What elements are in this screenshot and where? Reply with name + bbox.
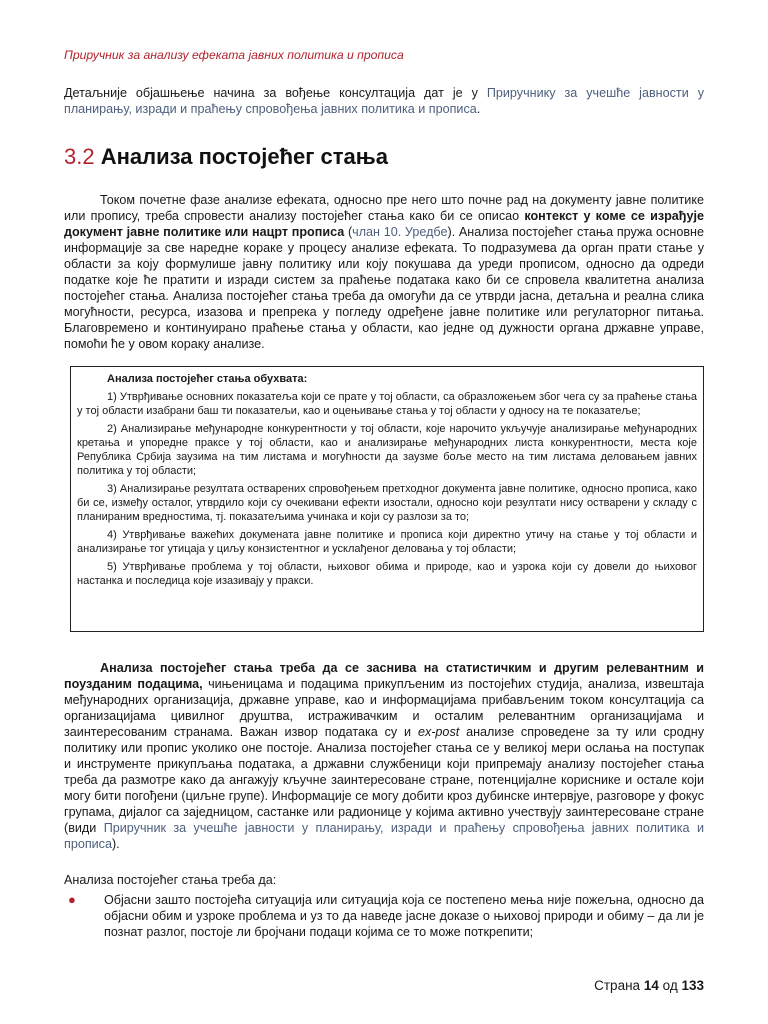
para2-text-a: чињеницама и подацима прикупљеним из постојећих студија, анализа, извештаја међународних организација, државне управе, као и информацијама прибављеним током консултација са организацијама цивилног друштва, истраживачким и осталим релевантним организацијама и заинтересованим странама. Важан извор података су и bbox=[64, 677, 704, 739]
box-item: 5) Утврђивање проблема у тој области, њиховог обима и природе, као и узрока који су довели до њиховог настанка и последица које изазивају у пракси. bbox=[77, 561, 697, 587]
paragraph-context bbox=[64, 192, 704, 352]
box-item: 3) Анализирање резултата остварених спровођењем претходног документа јавне политике, односно прописа, како би се, између осталог, утврдило који су очекивани ефекти изостали, односно који резултати нису остварени у складу с планираним вредностима, тј. показатељима учинака и који су разлози за то; bbox=[77, 483, 697, 523]
para1-bold: контекст у коме се израђује документ јавне политике или нацрт прописа bbox=[64, 209, 704, 239]
paragraph-data-sources bbox=[64, 660, 704, 852]
intro-paragraph bbox=[64, 85, 704, 117]
section-heading bbox=[64, 144, 388, 170]
section-title: Анализа постојећег стања bbox=[100, 144, 388, 169]
running-header: Приручник за анализу ефеката јавних политика и прописа bbox=[64, 48, 404, 62]
page-footer bbox=[594, 978, 704, 993]
handbook-link-2[interactable]: Приручник за учешће јавности у планирању, изради и праћењу спровођења јавних политика и прописа bbox=[64, 821, 704, 851]
footer-of: од bbox=[662, 978, 678, 993]
box-title: Анализа постојећег стања обухвата: bbox=[107, 373, 308, 385]
para1-text-b: ( bbox=[344, 225, 353, 239]
para2-text-c: ). bbox=[111, 837, 120, 851]
box-item: 4) Утврђивање важећих докумената јавне политике и прописа који директно утичу на стање у тој области и анализирање тог утицаја у циљу конзистентног и усклађеног деловања у тој области; bbox=[77, 529, 697, 555]
list-item-text: Објасни зашто постојећа ситуација или ситуација која се постепено мења није пожељна, односно да објасни обим и узроке проблема и уз то да наведе јасне доказе о њиховој природи и обиму – да ли је познат разлог, постоје ли бројчани подаци којима се то може поткрепити; bbox=[104, 893, 704, 939]
document-page bbox=[64, 0, 704, 1024]
intro-end: . bbox=[476, 102, 481, 116]
list-lead: Анализа постојећег стања треба да: bbox=[64, 873, 277, 887]
box-item: 1) Утврђивање основних показатеља који се прате у тој области, са образложењем због чега су за праћење стања у тој области изабрани баш ти показатељи, као и оцењивање стања у тој области у односу на те показатеље; bbox=[77, 391, 697, 417]
intro-text: Детаљније објашњење начина за вођење консултација дат је у bbox=[64, 86, 487, 100]
regulation-article-link[interactable]: члан 10. Уредбе bbox=[352, 225, 448, 239]
footer-page-number: 14 bbox=[643, 978, 659, 993]
footer-total-pages: 133 bbox=[681, 978, 704, 993]
scope-box bbox=[70, 366, 704, 632]
box-item: 2) Анализирање међународне конкурентности у тој области, које нарочито укључује анализирање међународних кретања и упоредне праксе у тој области, као и анализирање међународних листа конкурентности, места које Република Србија заузима на тим листама и могућности да заузме боље место на тим листама деловањем јавних политика у тој области; bbox=[77, 423, 697, 477]
para1-text-a: Током почетне фазе анализе ефеката, односно пре него што почне рад на документу јавне политике или пропису, треба спровести анализу постојећег стања како би се описао bbox=[64, 193, 704, 223]
list-item bbox=[64, 892, 704, 940]
para2-text-b: анализе спроведене за ту или сродну политику или пропис уколико оне постоје. Анализа постојећег стања се у великој мери ослања на поступак и инструменте прикупљања података, а државни службеници који припремају анализу постојећег стања треба да размотре како да ангажују кључне заинтересоване стране, потенцијалне кориснике и остале који могу бити погођени (циљне групе). Информације се могу добити кроз дубинске интервјуе, разговоре у фокус групама, дијалог са заједницом, састанке или радионице у којима активно учествују заинтересоване стране (види bbox=[64, 725, 704, 835]
bullet-icon: ● bbox=[68, 892, 76, 907]
footer-label: Страна bbox=[594, 978, 641, 993]
para2-bold: Анализа постојећег стања треба да се заснива на статистичким и другим релевантним и поузданим подацима, bbox=[64, 661, 704, 691]
handbook-link[interactable]: Приручнику за учешће јавности у планирању, изради и праћењу спровођења јавних политика и прописа bbox=[64, 86, 704, 116]
section-number: 3.2 bbox=[64, 144, 95, 169]
para1-text-c: ). Анализа постојећег стања пружа основне информације за све наредне кораке у процесу анализе ефеката. То подразумева да орган прати стање у области за коју формулише јавну политику или коју покушава да уреди прописом, односно да одреди податке које ће пратити и изради систем за праћење података како би се спровела квалитетна анализа постојећег стања. Анализа постојећег стања треба да омогући да се утврди јасна, детаљна и реална слика могућности, ресурса, изазова и препрека у погледу одређене јавне политике или регулаторног питања. Благовремено и континуирано праћење стања у области, као једне од дужности органа државне управе, помоћи ће у овом кораку анализе. bbox=[64, 225, 704, 351]
para2-italic: ex-post bbox=[417, 725, 460, 739]
